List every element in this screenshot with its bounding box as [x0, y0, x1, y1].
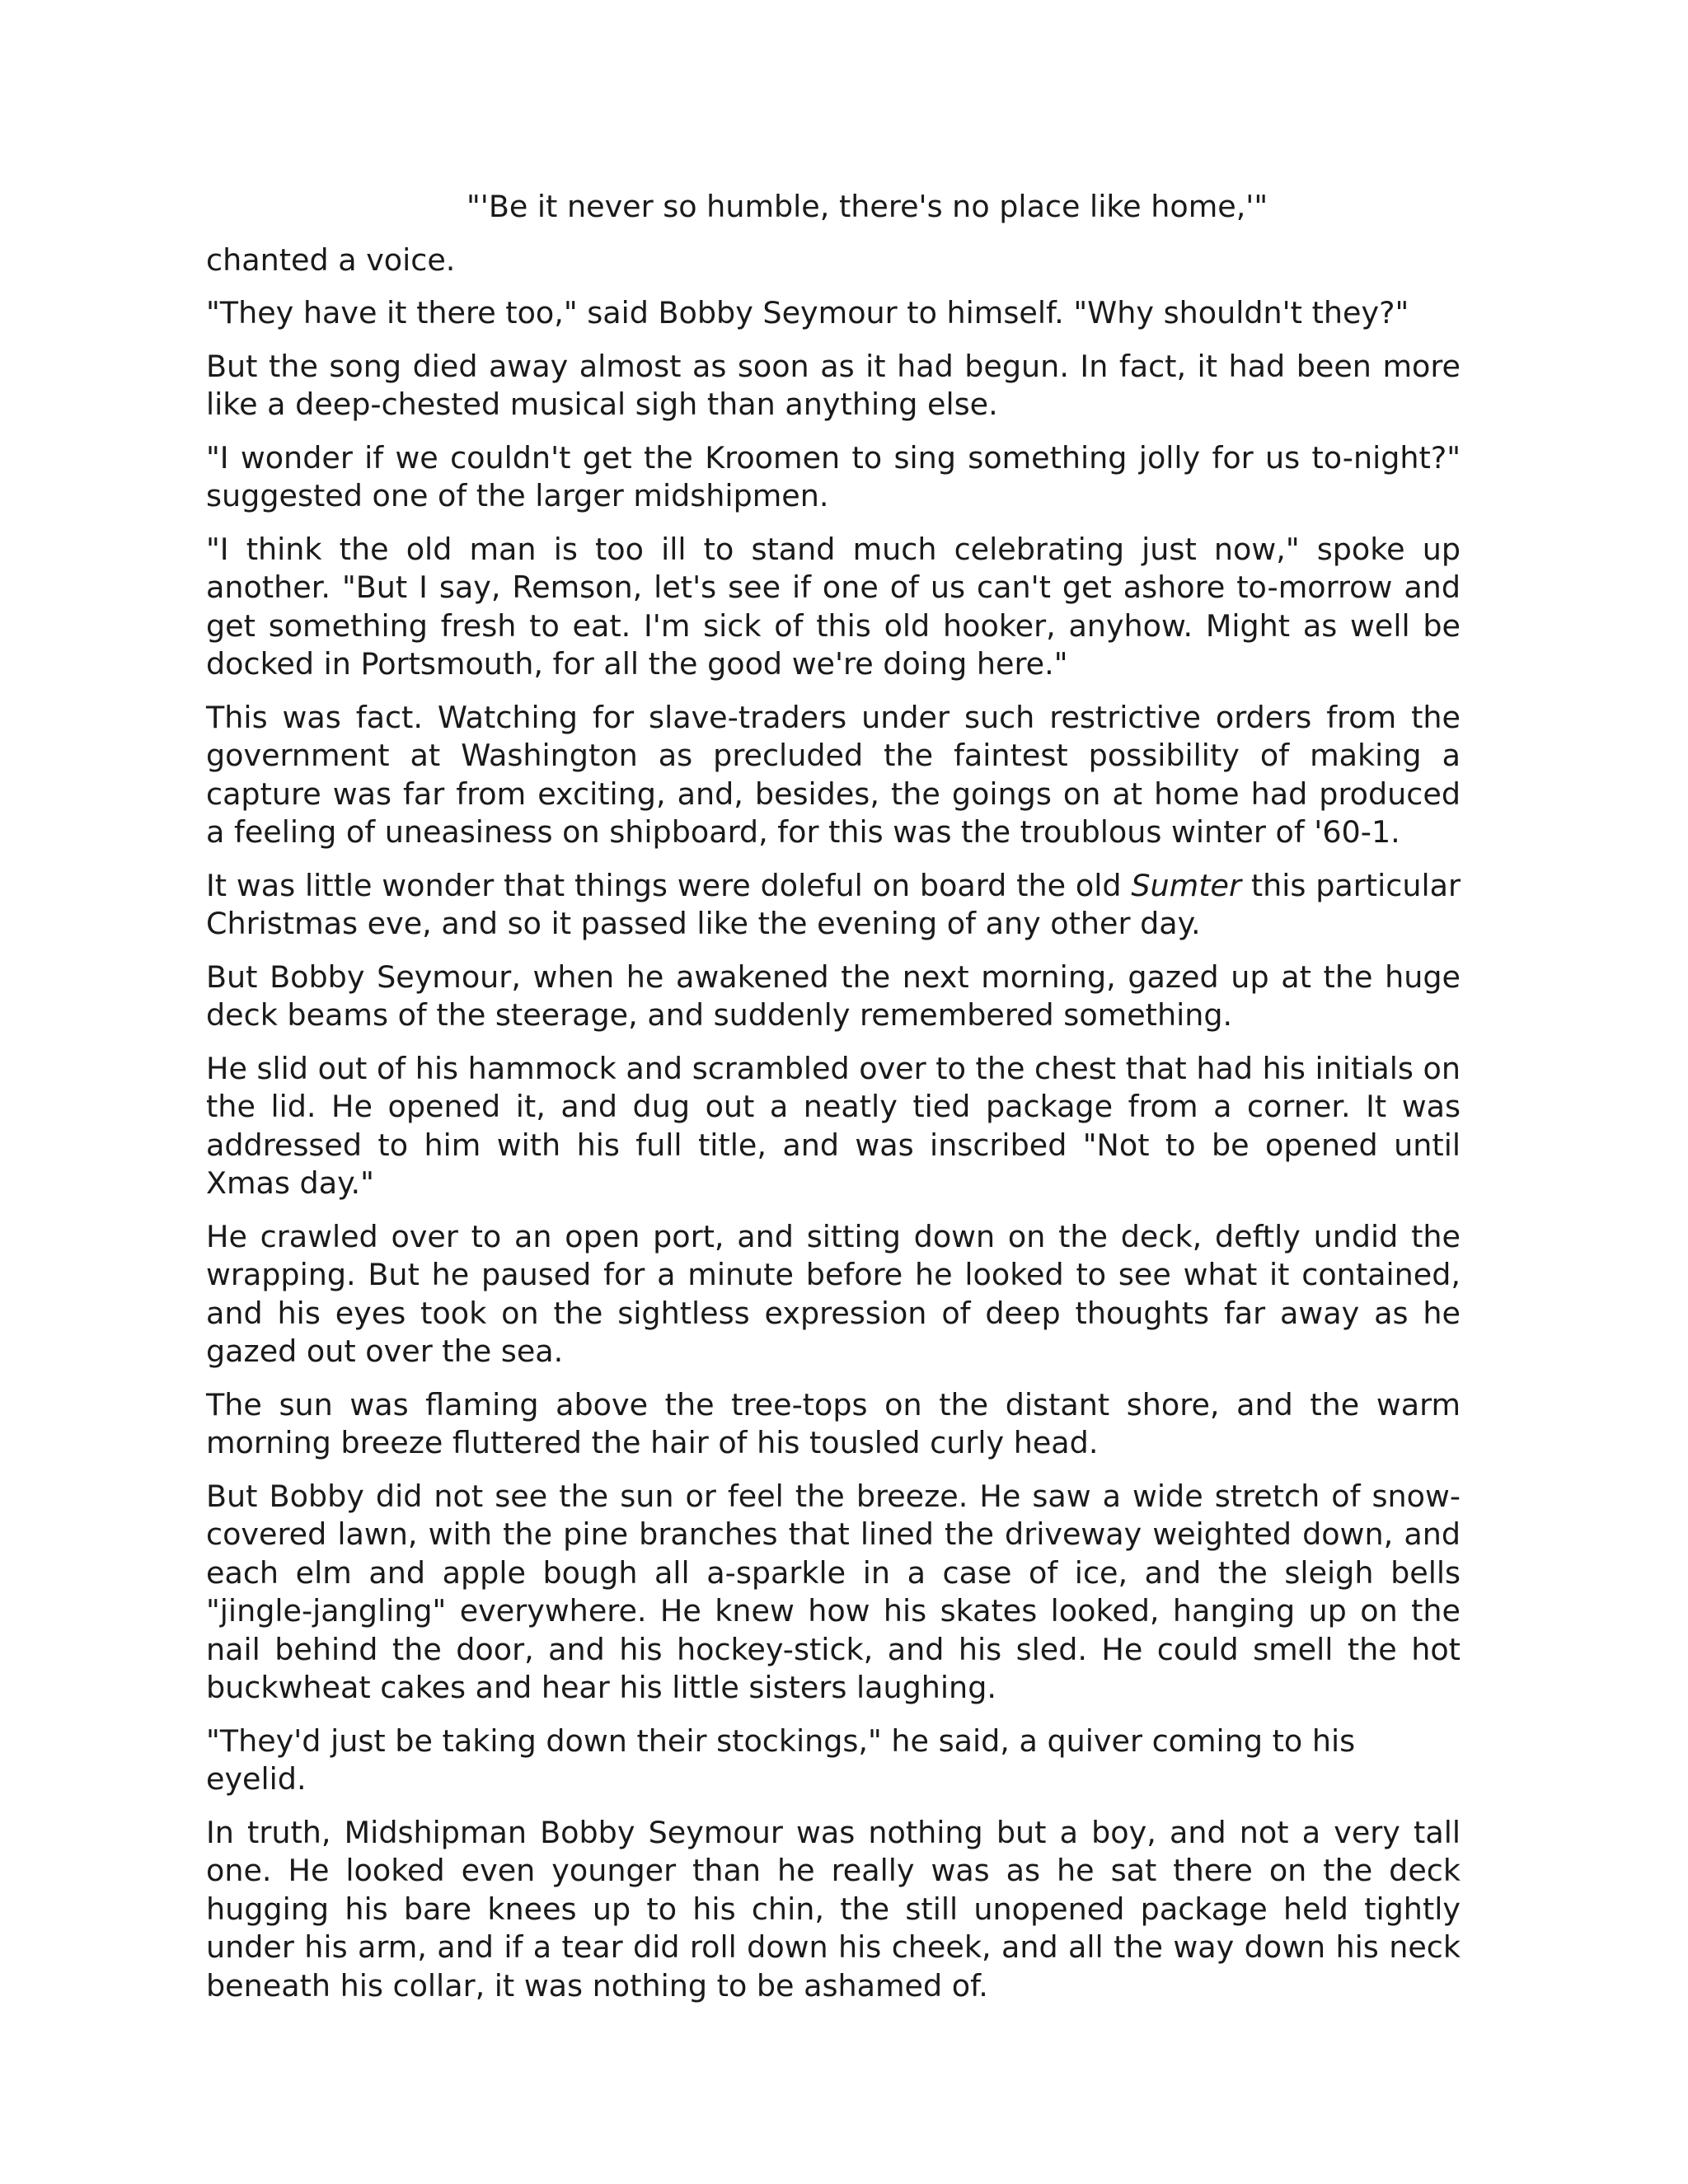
paragraph-awakened: But Bobby Seymour, when he awakened the next morning, gazed up at the huge deck beams of the steerage, and suddenly remembered something.: [206, 958, 1461, 1033]
paragraph-this-was-fact: This was fact. Watching for slave-traders under such restrictive orders from the government at Washington as precluded the faintest possibility of making a capture was far from exciting, and, besides, the goings on at home had produced a feeling of uneasiness on shipboard, for this was the troublous winter of '60-1.: [206, 699, 1461, 850]
paragraph-sun-flaming: The sun was flaming above the tree-tops on the distant shore, and the warm morning breeze fluttered the hair of his tousled curly head.: [206, 1386, 1461, 1460]
paragraph-kroomen: "I wonder if we couldn't get the Kroomen to sing something jolly for us to-night?" suggested one of the larger midshipmen.: [206, 439, 1461, 513]
paragraph-open-port: He crawled over to an open port, and sitting down on the deck, deftly undid the wrapping. But he paused for a minute before he looked to see what it contained, and his eyes took on the sightless expression of deep thoughts far away as he gazed out over the sea.: [206, 1218, 1461, 1369]
paragraph-sumter: [206, 867, 1461, 944]
paragraph-hammock: He slid out of his hammock and scrambled over to the chest that had his initials on the lid. He opened it, and dug out a neatly tied package from a corner. It was addressed to him with his full title, and was inscribed "Not to be opened until Xmas day.": [206, 1050, 1461, 1201]
paragraph-song-died: But the song died away almost as soon as it had begun. In fact, it had been more like a deep-chested musical sigh than anything else.: [206, 348, 1461, 422]
paragraph-stockings: "They'd just be taking down their stockings," he said, a quiver coming to his eyelid.: [206, 1722, 1356, 1797]
paragraph-snow-lawn: But Bobby did not see the sun or feel the breeze. He saw a wide stretch of snow-covered lawn, with the pine branches that lined the driveway weighted down, and each elm and apple bough all a-sparkle in a case of ice, and the sleigh bells "jingle-jangling" everywhere. He knew how his skates looked, hanging up on the nail behind the door, and his hockey-stick, and his sled. He could smell the hot buckwheat cakes and hear his little sisters laughing.: [206, 1478, 1461, 1705]
sumter-text-before: It was little wonder that things were doleful on board the old: [206, 867, 1132, 903]
paragraph-old-man: "I think the old man is too ill to stand much celebrating just now," spoke up another. "But I say, Remson, let's see if one of us can't get ashore to-morrow and get something fresh to eat. I'm sick of this old hooker, anyhow. Might as well be docked in Portsmouth, for all the good we're doing here.": [206, 531, 1461, 682]
sumter-text-after: this particular Christmas eve, and so it passed like the evening of any other day.: [206, 867, 1461, 941]
paragraph-chanted: chanted a voice.: [206, 241, 456, 278]
ship-name: Sumter: [1131, 867, 1241, 903]
verse-line: "'Be it never so humble, there's no place like home,'": [467, 189, 1268, 224]
paragraph-they-have-it: "They have it there too," said Bobby Seymour to himself. "Why shouldn't they?": [206, 295, 1409, 330]
document-page: [206, 188, 1461, 2020]
paragraph-in-truth: In truth, Midshipman Bobby Seymour was nothing but a boy, and not a very tall one. He looked even younger than he really was as he sat there on the deck hugging his bare knees up to his chin, the still unopened package held tightly under his arm, and if a tear did roll down his cheek, and all the way down his neck beneath his collar, it was nothing to be ashamed of.: [206, 1814, 1461, 2004]
